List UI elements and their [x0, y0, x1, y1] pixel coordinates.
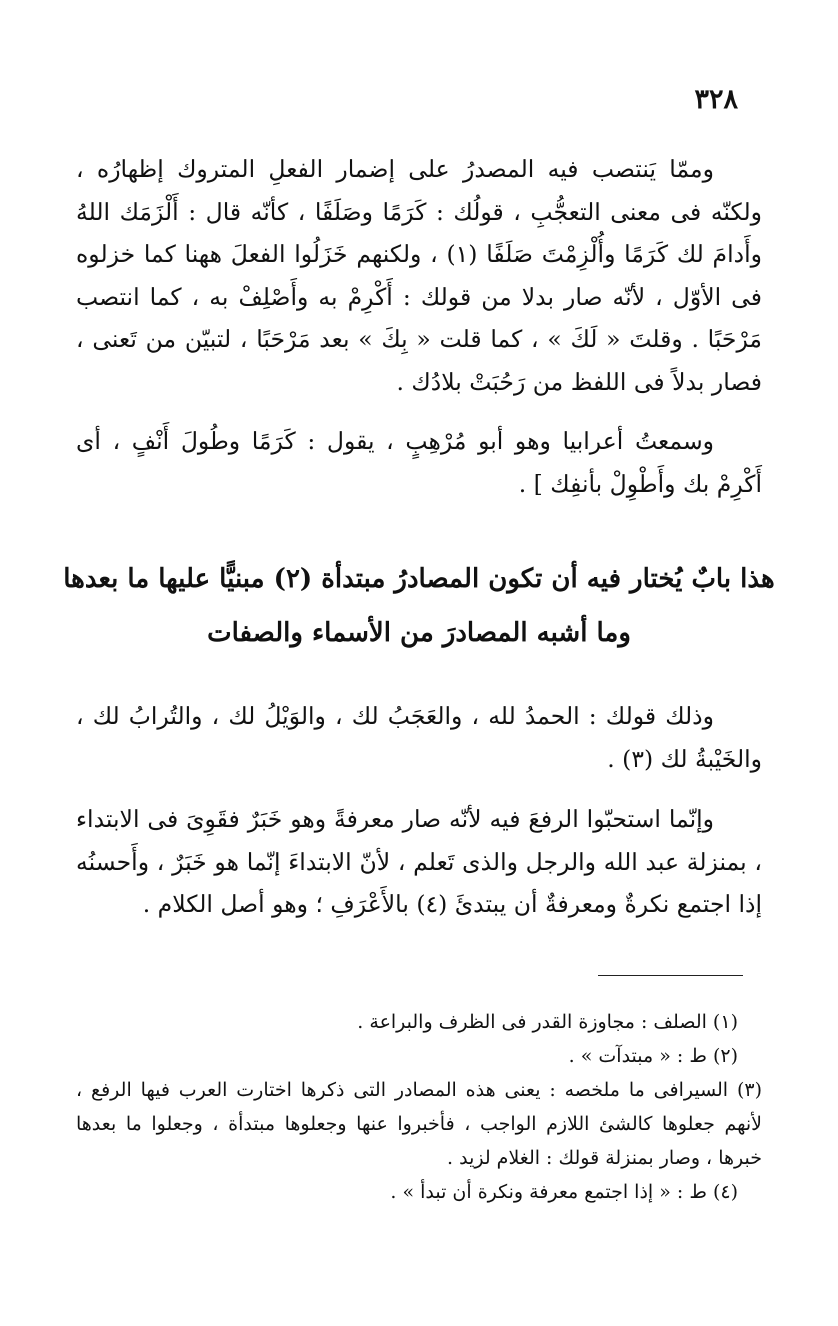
chapter-heading-line-1: هذا بابٌ يُختار فيه أن تكون المصادرُ مبتدأة (٢) مبنيًّا عليها ما بعدها	[63, 564, 775, 594]
paragraph	[76, 420, 762, 505]
paragraph-text: وسمعتُ أعرابيا وهو أبو مُرْهِبٍ ، يقول : كَرَمًا وطُولَ أَنْفٍ ، أى أَكْرِمْ بك وأَطْوِلْ بأنفِك ] .	[76, 427, 762, 498]
chapter-heading	[60, 552, 778, 660]
paragraph	[76, 148, 762, 403]
paragraph-text: وذلك قولك : الحمدُ لله ، والعَجَبُ لك ، والوَيْلُ لك ، والتُرابُ لك ، والخَيْبةُ لك (٣) .	[76, 702, 762, 773]
footnote: (٤) ط : « إذا اجتمع معرفة ونكرة أن تبدأ » .	[390, 1181, 738, 1203]
paragraph-text: وإنّما استحبّوا الرفعَ فيه لأنّه صار معرفةً وهو خَبَرٌ فقَوِىَ فى الابتداء ، بمنزلة عبد الله والرجل والذى تَعلم ، لأنّ الابتداءَ إنّما هو خَبَرٌ ، وأَحسنُه إذا اجتمع نكرةٌ ومعرفةٌ أن يبتدئَ (٤) بالأَعْرَفِ ؛ وهو أصل الكلام .	[76, 805, 762, 918]
footnote: (١) الصلف : مجاوزة القدر فى الظرف والبراعة .	[357, 1011, 738, 1033]
paragraph	[76, 695, 762, 780]
paragraph	[76, 798, 762, 926]
footnotes	[76, 1005, 762, 1209]
footnote: (٢) ط : « مبتدآت » .	[568, 1045, 738, 1067]
paragraph-text: وممّا يَنتصب فيه المصدرُ على إضمار الفعلِ المتروك إظهارُه ، ولكنّه فى معنى التعجُّبِ ، قولُك : كَرَمًا وصَلَفًا ، كأنّه قال : أَلْزَمَك اللهُ وأَدامَ لك كَرَمًا وأُلْزِمْتَ صَلَفًا (١) ، ولكنهم خَزَلُوا الفعلَ ههنا كما خزلوه فى الأوّل ، لأنّه صار بدلا من قولك : أَكْرِمْ به وأَصْلِفْ به ، كما انتصب مَرْحَبًا . وقلتَ « لَكَ » ، كما قلت « بِكَ » بعد مَرْحَبًا ، لتبيّن من تَعنى ، فصار بدلاً فى اللفظ من رَحُبَتْ بلادُك .	[76, 155, 762, 396]
chapter-heading-line-2: وما أشبه المصادرَ من الأسماء والصفات	[207, 618, 631, 648]
page-number: ٣٢٨	[694, 84, 738, 115]
footnote: (٣) السيرافى ما ملخصه : يعنى هذه المصادر التى ذكرها اختارت العرب فيها الرفع ، لأنهم جعلوها كالشئ اللازم الواجب ، فأخبروا عنها وجعلوها مبتدأة ، وجعلوا ما بعدها خبرها ، وصار بمنزلة قولك : الغلام لزيد .	[76, 1079, 762, 1169]
footnote-divider	[598, 975, 743, 976]
